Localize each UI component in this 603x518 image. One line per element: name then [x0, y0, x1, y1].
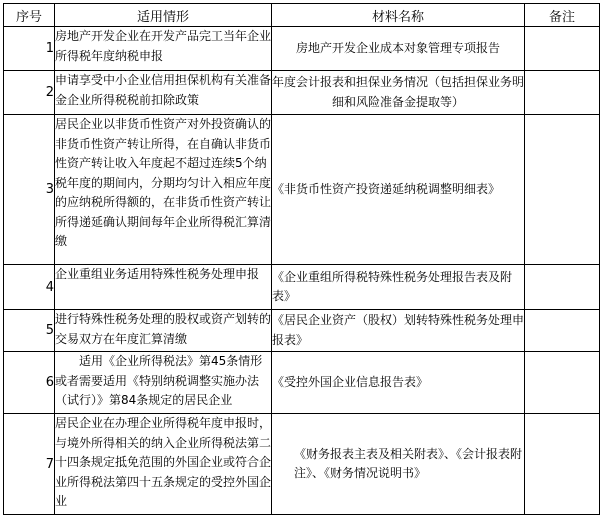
- header-seq: 序号: [4, 4, 55, 27]
- row-seq: 6: [4, 352, 55, 414]
- table-row: [4, 71, 600, 115]
- row-seq: 7: [4, 414, 55, 515]
- table-row: [4, 27, 600, 71]
- row-materials: 《非货币性资产投资递延纳税调整明细表》: [272, 115, 525, 265]
- row-remarks: [525, 310, 600, 352]
- row-materials: 房地产开发企业成本对象管理专项报告: [272, 27, 525, 71]
- table-row: [4, 352, 600, 414]
- row-seq: 4: [4, 265, 55, 310]
- row-remarks: [525, 414, 600, 515]
- row-remarks: [525, 352, 600, 414]
- row-remarks: [525, 27, 600, 71]
- row-remarks: [525, 71, 600, 115]
- header-situation: 适用情形: [55, 4, 272, 27]
- row-materials: 《企业重组所得税特殊性税务处理报告表及附表》: [272, 265, 525, 310]
- table-row: [4, 115, 600, 265]
- table-row: [4, 265, 600, 310]
- row-materials: 年度会计报表和担保业务情况（包括担保业务明细和风险准备金提取等）: [272, 71, 525, 115]
- row-materials: 《居民企业资产（股权）划转特殊性税务处理申报表》: [272, 310, 525, 352]
- row-remarks: [525, 115, 600, 265]
- materials-table: [3, 3, 600, 515]
- row-situation: 企业重组业务适用特殊性税务处理申报: [55, 265, 272, 310]
- row-situation: 申请享受中小企业信用担保机构有关准备金企业所得税税前扣除政策: [55, 71, 272, 115]
- header-materials: 材料名称: [272, 4, 525, 27]
- table-row: [4, 414, 600, 515]
- row-materials: 《财务报表主表及相关附表》、《会计报表附注》、《财务情况说明书》: [272, 414, 525, 515]
- row-situation: 居民企业以非货币性资产对外投资确认的非货币性资产转让所得，在自确认非货币性资产转让收入年度起不超过连续5个纳税年度的期间内，分期均匀计入相应年度的应纳税所得额的，在非货币性资产转让所得递延确认期间每年企业所得税汇算清缴: [55, 115, 272, 265]
- row-materials: 《受控外国企业信息报告表》: [272, 352, 525, 414]
- row-situation: 适用《企业所得税法》第45条情形或者需要适用《特别纳税调整实施办法（试行）》第84条规定的居民企业: [55, 352, 272, 414]
- row-situation: 房地产开发企业在开发产品完工当年企业所得税年度纳税申报: [55, 27, 272, 71]
- row-remarks: [525, 265, 600, 310]
- header-row: [4, 4, 600, 27]
- table-row: [4, 310, 600, 352]
- row-situation: 居民企业在办理企业所得税年度申报时，与境外所得相关的纳入企业所得税法第二十四条规定抵免范围的外国企业或符合企业所得税法第四十五条规定的受控外国企业: [55, 414, 272, 515]
- row-seq: 5: [4, 310, 55, 352]
- row-seq: 2: [4, 71, 55, 115]
- row-seq: 1: [4, 27, 55, 71]
- row-situation: 进行特殊性税务处理的股权或资产划转的交易双方在年度汇算清缴: [55, 310, 272, 352]
- header-remarks: 备注: [525, 4, 600, 27]
- row-seq: 3: [4, 115, 55, 265]
